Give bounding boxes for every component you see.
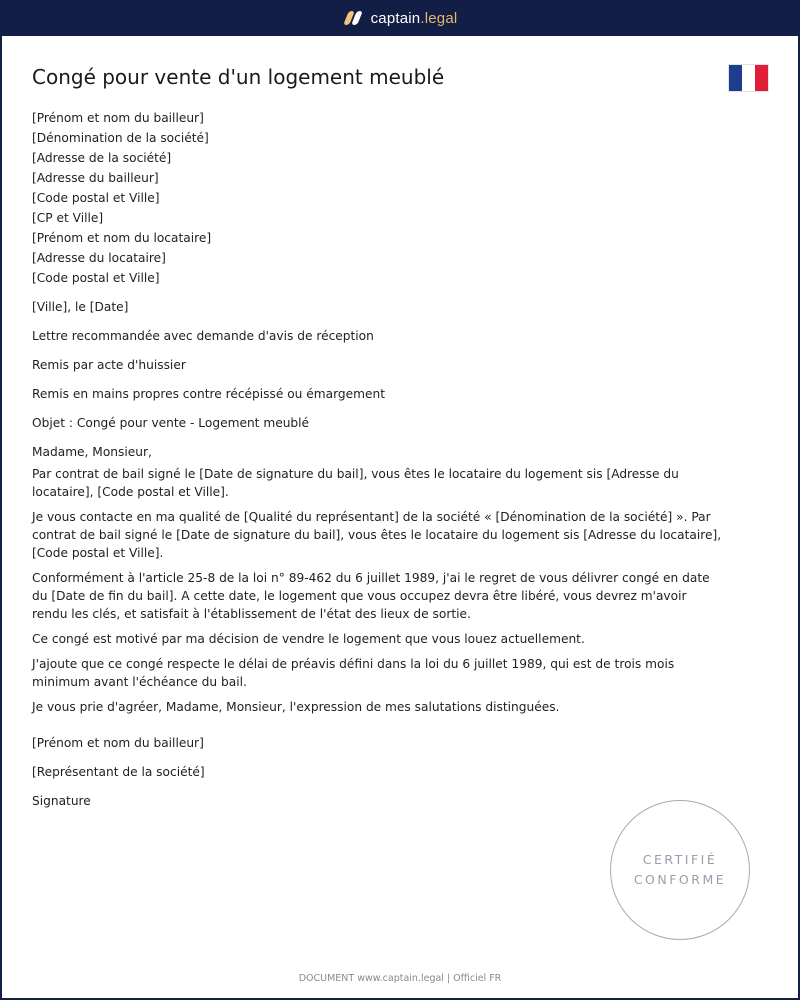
brand-name-main: captain [370,9,421,27]
paragraph-notice: Conformément à l'article 25-8 de la loi n° 89-462 du 6 juillet 1989, j'ai le regret de vous délivrer congé en date du [Date de fin du bail]. A cette date, le logement que vous occupez devra être libéré, vous devrez m'avoir rendu les clés, et satisfait à l'établissement de l'état des lieux de sortie. [32,571,710,621]
paragraph-delay: J'ajoute que ce congé respecte le délai de préavis défini dans la loi du 6 juillet 1989, qui est de trois mois minimum avant l'échéance du bail. [32,657,675,689]
letter-subject: Objet : Congé pour vente - Logement meublé [32,416,310,430]
top-bar [0,0,800,36]
document-page [2,36,798,998]
address-line: [Adresse de la société] [32,151,172,165]
address-line: [Code postal et Ville] [32,191,160,205]
address-line: [Dénomination de la société] [32,131,209,145]
letter-body [32,108,722,811]
paragraph-representative: Je vous contacte en ma qualité de [Qualité du représentant] de la société « [Dénomination de la société] ». Par contrat de bail signé le [Date de signature du bail], vous êtes le locataire du logement sis [Adresse du locataire], [Code postal et Ville]. [32,510,722,560]
address-block [32,108,722,288]
address-line: [CP et Ville] [32,211,104,225]
brand-name [371,10,458,27]
signatory-representative: [Représentant de la société] [32,765,205,779]
captain-legal-logo-icon [343,10,363,26]
paragraph-closing: Je vous prie d'agréer, Madame, Monsieur, l'expression de mes salutations distinguées. [32,700,560,714]
document-title: Congé pour vente d'un logement meublé [32,65,445,89]
address-line: [Adresse du bailleur] [32,171,159,185]
footer-text[interactable]: DOCUMENT www.captain.legal | Officiel FR [298,973,502,984]
brand[interactable] [343,10,458,27]
place-date: [Ville], le [Date] [32,300,129,314]
signatory-name: [Prénom et nom du bailleur] [32,736,204,750]
address-line: [Code postal et Ville] [32,271,160,285]
paragraph-motive: Ce congé est motivé par ma décision de vendre le logement que vous louez actuellement. [32,632,585,646]
delivery-method-bailiff: Remis par acte d'huissier [32,358,186,372]
delivery-method-registered: Lettre recommandée avec demande d'avis de réception [32,329,374,343]
stamp-line-1: CERTIFIÉ [642,852,718,867]
stamp-line-2: CONFORME [633,872,727,887]
address-line: [Adresse du locataire] [32,251,166,265]
address-line: [Prénom et nom du bailleur] [32,111,204,125]
delivery-method-hand: Remis en mains propres contre récépissé ou émargement [32,387,386,401]
signature-label: Signature [32,794,91,808]
france-flag-icon [728,64,769,92]
brand-name-tld: .legal [420,9,458,27]
letter-salutation: Madame, Monsieur, [32,445,152,459]
certified-stamp [610,800,750,940]
address-line: [Prénom et nom du locataire] [32,231,212,245]
paragraph-lease: Par contrat de bail signé le [Date de signature du bail], vous êtes le locataire du logement sis [Adresse du locataire], [Code postal et Ville]. [32,467,679,499]
